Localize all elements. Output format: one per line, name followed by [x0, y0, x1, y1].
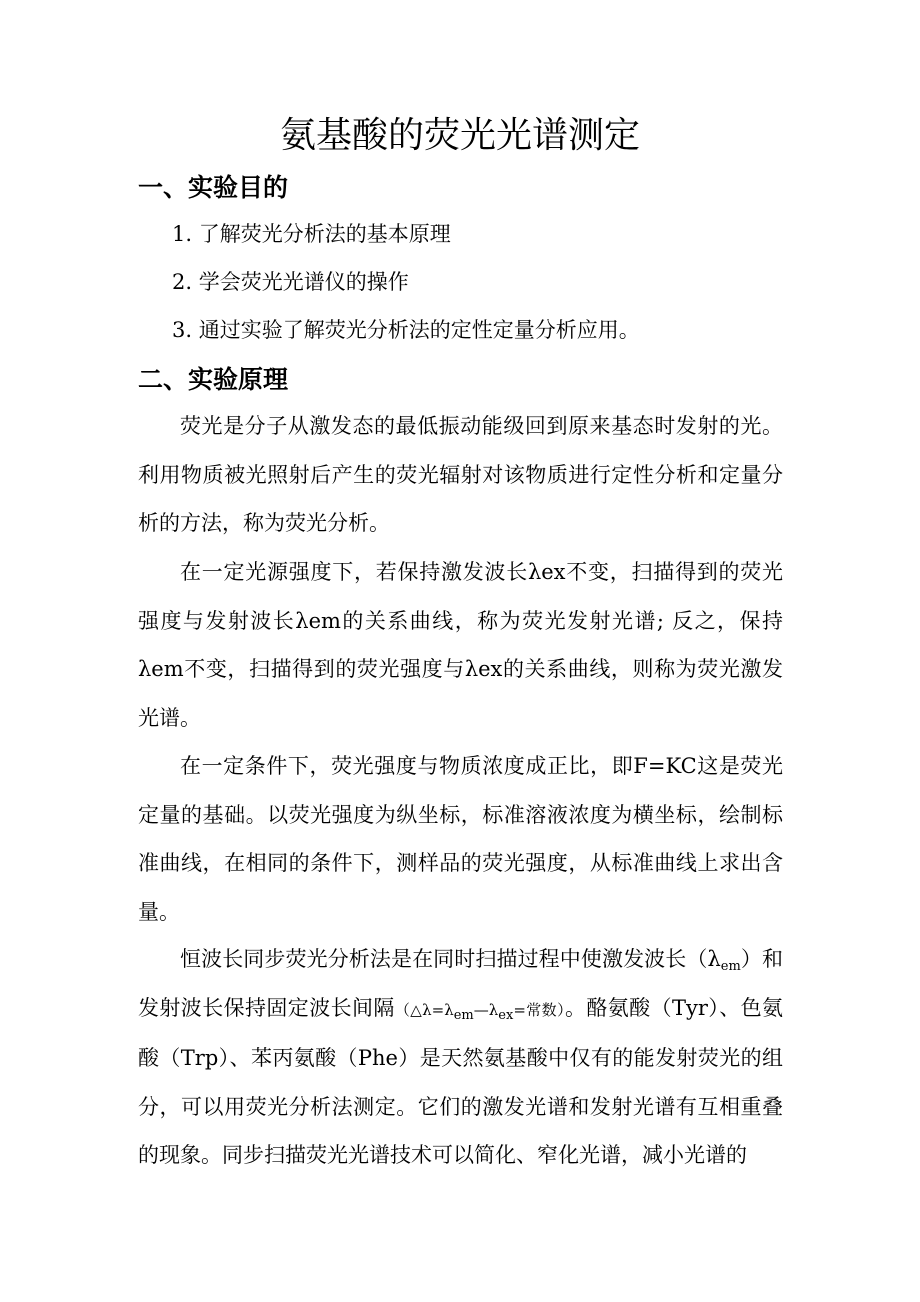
page-title: 氨基酸的荧光光谱测定: [279, 115, 640, 156]
list-item: 2. 学会荧光光谱仪的操作: [172, 270, 409, 294]
section-heading-objectives: 一、实验目的: [138, 173, 289, 202]
paragraph: 在一定条件下，荧光强度与物质浓度成正比，即F=KC这是荧光定量的基础。以荧光强度为纵坐标，标准溶液浓度为横坐标，绘制标准曲线，在相同的条件下，测样品的荧光强度，从标准曲线上求出含量。: [138, 754, 783, 924]
paragraph: 恒波长同步荧光分析法是在同时扫描过程中使激发波长$(\lambda_{em})$和发射波长保持固定波长间隔（$\triangle\lambda=\lambda_{em}—\lambda_{ex}=$常数）。酪氨酸（Tyr）、色氨酸（Trp）、苯丙氨酸（Phe）是天然氨基酸中仅有的能发射荧光的组分，可以用荧光分析法测定。它们的激发光谱和发射光谱有互相重叠的现象。同步扫描荧光光谱技术可以简化、窄化光谱，减小光谱的: [138, 947, 784, 1167]
section-heading-principle: 二、实验原理: [138, 365, 289, 394]
list-item: 3. 通过实验了解荧光分析法的定性定量分析应用。: [172, 318, 640, 342]
paragraph: 荧光是分子从激发态的最低振动能级回到原来基态时发射的光。利用物质被光照射后产生的荧光辐射对该物质进行定性分析和定量分析的方法，称为荧光分析。: [138, 414, 783, 535]
list-item: 1. 了解荧光分析法的基本原理: [172, 222, 451, 246]
paragraph: 在一定光源强度下，若保持激发波长λex不变，扫描得到的荧光强度与发射波长λem的关系曲线，称为荧光发射光谱; 反之，保持λem不变，扫描得到的荧光强度与λex的关系曲线，则称为荧光激发光谱。: [138, 560, 783, 730]
